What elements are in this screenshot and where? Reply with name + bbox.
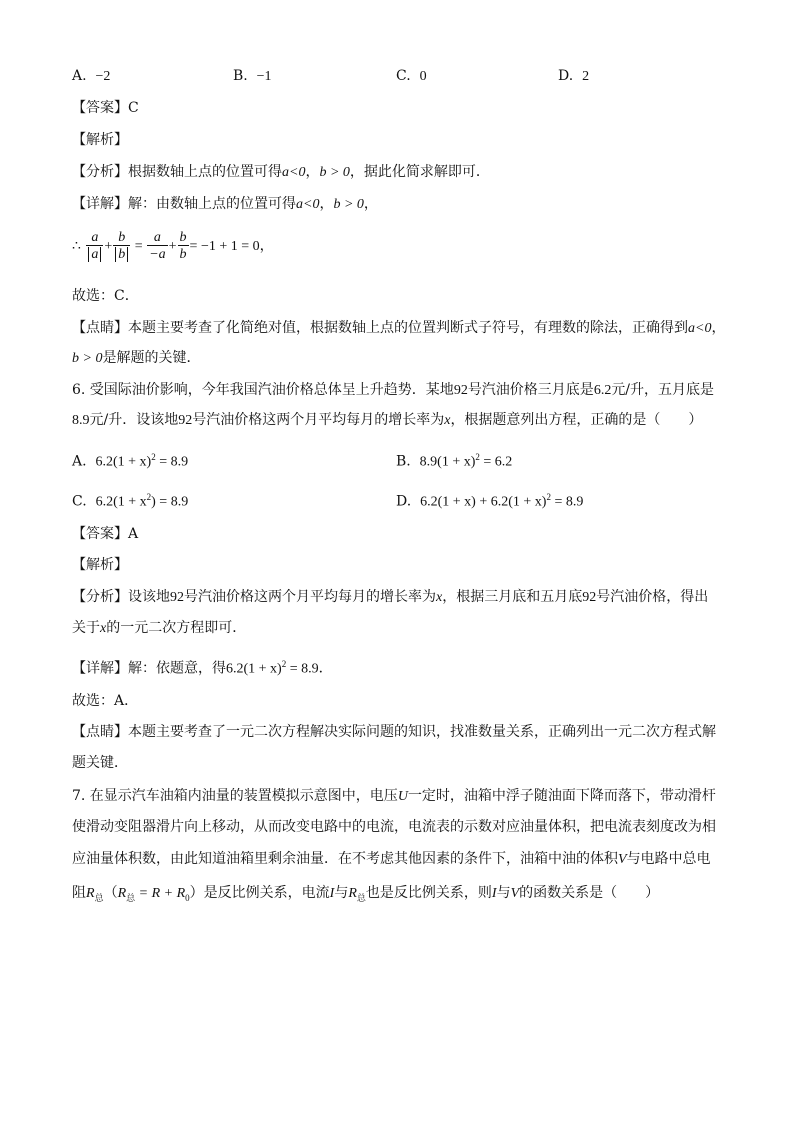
q6-answer: 【答案】A — [72, 526, 139, 542]
q7-stem-line3: 应油量体积数，由此知道油箱里剩余油量．在不考虑其他因素的条件下，油箱中油的体积V与电路中总电 — [72, 851, 711, 867]
q6-choose: 故选：A． — [72, 693, 139, 709]
q5-analysis-heading: 【解析】 — [72, 132, 128, 148]
q5-dianjing-line2: b > 0是解题的关键． — [72, 350, 201, 366]
q6-option-a: A. $6.2(1 + x)^2 = 8.9$ — [72, 452, 189, 470]
q5-option-c: C. 0 — [396, 68, 427, 84]
q7-stem-line1: 7. 在显示汽车油箱内油量的装置模拟示意图中，电压U一定时，油箱中浮子随油面下降而落下，带动滑杆 — [72, 788, 716, 804]
q5-answer: 【答案】C — [72, 100, 139, 116]
q6-option-d: D. $6.2(1 + x) + 6.2(1 + x)^2 = 8.9$ — [396, 492, 584, 510]
fraction-b-over-abs-b: $\frac{b}{b}$ — [113, 230, 130, 263]
answer-tag: 【答案】 — [72, 100, 128, 116]
fraction-b-over-b: $\frac{b}{b}$ — [179, 229, 187, 262]
q6-fenxi-line1: 【分析】设该地92号汽油价格这两个月平均每月的增长率为x，根据三月底和五月底92号汽油价格，得出 — [72, 589, 709, 605]
q5-equation: ∴ $\frac{a}{a}$ + $\frac{b}{b}$ = $\frac{a}{-a}$ + $\frac{b}{b}$ = −1 + 1 = 0， — [72, 229, 274, 262]
q7-stem-line4: 阻$R_总(R_总 = R + R_0)$是反比例关系，电流I与$R_总$也是反比例关系，则I与V的函数关系是（ ） — [72, 885, 660, 904]
q7-stem-line2: 使滑动变阻器滑片向上移动，从而改变电路中的电流，电流表的示数对应油量体积，把电流表刻度改为相 — [72, 819, 716, 835]
q6-stem-line1: 6. 受国际油价影响，今年我国汽油价格总体呈上升趋势．某地92号汽油价格三月底是6.2元/升，五月底是 — [72, 382, 715, 398]
q6-option-b: B. $8.9(1 + x)^2 = 6.2$ — [396, 452, 513, 470]
q6-stem-line2: 8.9元/升．设该地92号汽油价格这两个月平均每月的增长率为x，根据题意列出方程，正确的是（ ） — [72, 412, 703, 428]
q5-option-d: D. 2 — [558, 68, 590, 84]
q5-choose: 故选：C． — [72, 288, 139, 304]
q5-fenxi: 【分析】根据数轴上点的位置可得a<0，b > 0，据此化简求解即可． — [72, 164, 490, 180]
q5-option-b: B. −1 — [233, 68, 272, 84]
fraction-a-over-neg-a: $\frac{a}{-a}$ — [149, 229, 166, 262]
q5-xiangjie: 【详解】解：由数轴上点的位置可得a<0，b > 0， — [72, 196, 378, 212]
q6-dianjing-line2: 题关键． — [72, 755, 128, 771]
fraction-a-over-abs-a: $\frac{a}{a}$ — [86, 230, 103, 263]
q6-analysis-heading: 【解析】 — [72, 557, 128, 573]
q6-fenxi-line2: 关于x的一元二次方程即可． — [72, 620, 247, 636]
q6-xiangjie: 【详解】解：依题意，得$6.2(1 + x)^2 = 8.9$． — [72, 659, 333, 677]
q6-option-c: C. $6.2(1 + x^2) = 8.9$ — [72, 492, 189, 510]
q5-dianjing-line1: 【点睛】本题主要考查了化简绝对值，根据数轴上点的位置判断式子符号，有理数的除法，正确得到a<0， — [72, 320, 726, 336]
q5-option-a: A. −2 — [72, 68, 111, 84]
q6-dianjing-line1: 【点睛】本题主要考查了一元二次方程解决实际问题的知识，找准数量关系，正确列出一元二次方程式解 — [72, 724, 716, 740]
